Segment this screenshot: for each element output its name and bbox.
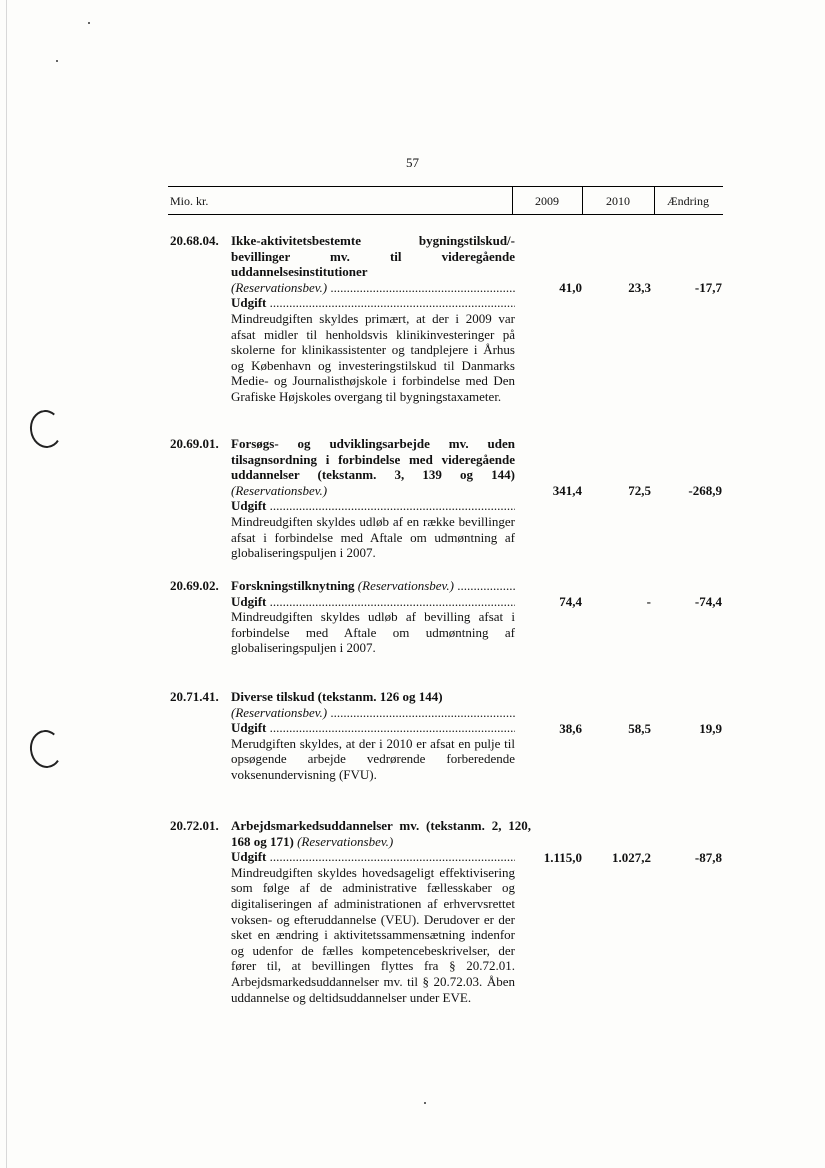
entry-title: Diverse tilskud (tekstanm. 126 og 144) (231, 689, 443, 704)
reservation-label: (Reservationsbev.) (297, 833, 394, 849)
column-header-change: Ændring (667, 194, 709, 208)
reservation-label: (Reservationsbev.) (357, 578, 454, 593)
table-header-top-rule (168, 186, 723, 187)
scan-edge (6, 0, 7, 1168)
page-number: 57 (406, 155, 419, 170)
entry-description: Mindreudgiften skyldes udløb af bevilling afsat i forbindelse med Aftale om udmøntning af globaliseringspuljen i 2007. (231, 609, 515, 656)
expense-label: Udgift (231, 498, 267, 514)
scan-speck (424, 1102, 426, 1104)
value-2010: 1.027,2 (612, 850, 651, 865)
scan-speck (56, 60, 58, 62)
entry-description: Mindreudgiften skyldes hovedsageligt effektivisering som følge af de administrative fællesskaber og digitaliseringen af administrationen af erhvervsrettet voksen- og efteruddannelse (VEU). Derudover er der sket en ændring i aktivitetssammensætning indenfor og udenfor de fælles kompetencebeskrivelser, der fører til, at bevillingen flyttes fra § 20.72.01. Arbejdsmarkedsuddannelser mv. til § 20.72.03. Åben uddannelse og deltidsuddannelser under EVE. (231, 864, 515, 1005)
value-2009: 74,4 (559, 594, 582, 609)
entry-title: Ikke-aktivitetsbestemte bygningstilskud/-bevillinger mv. til videregående uddannelsesinstitutioner (231, 233, 515, 280)
entry-description: Merudgiften skyldes, at der i 2010 er afsat en pulje til opsøgende arbejde vedrørende forberedende voksenundervisning (FVU). (231, 735, 515, 782)
punch-hole-top (28, 408, 65, 450)
value-change: -17,7 (694, 280, 722, 295)
account-code: 20.69.01. (170, 436, 219, 451)
value-change: -74,4 (694, 594, 722, 609)
value-2010: 72,5 (628, 483, 651, 498)
value-change: -268,9 (688, 483, 722, 498)
reservation-label: (Reservationsbev.) (231, 279, 328, 295)
reservation-label: (Reservationsbev.) (231, 704, 328, 720)
expense-label: Udgift (231, 720, 267, 736)
unit-label: Mio. kr. (170, 194, 209, 208)
value-2009: 41,0 (559, 280, 582, 295)
column-header-2010: 2010 (606, 194, 630, 208)
scan-speck (88, 22, 90, 24)
column-header-2009: 2009 (535, 194, 559, 208)
reservation-label: (Reservationsbev.) (231, 482, 328, 498)
value-2009: 38,6 (559, 721, 582, 736)
account-code: 20.69.02. (170, 578, 219, 593)
expense-label: Udgift (231, 849, 267, 865)
value-change: 19,9 (699, 721, 722, 736)
entry-title: Forskningstilknytning (231, 578, 355, 593)
value-2010: - (646, 594, 651, 609)
value-2009: 1.115,0 (543, 850, 582, 865)
value-2009: 341,4 (552, 483, 582, 498)
account-code: 20.72.01. (170, 818, 219, 833)
table-header-bottom-rule (168, 214, 723, 215)
value-change: -87,8 (694, 850, 722, 865)
entry-description: Mindreudgiften skyldes primært, at der i 2009 var afsat midler til henholdsvis klinikinvesteringer på skolerne for klinikassistenter og tandplejere i Århus og København og investeringstilskud til Danmarks Medie- og Journalisthøjskole i forbindelse med Den Grafiske Højskoles overgang til bygningstaxameter. (231, 310, 515, 404)
account-code: 20.68.04. (170, 233, 219, 248)
value-2010: 23,3 (628, 280, 651, 295)
entry-title: Arbejdsmarkedsuddannelser mv. (tekstanm. 2, 120, 168 og 171) (231, 818, 531, 849)
account-code: 20.71.41. (170, 689, 219, 704)
expense-label: Udgift (231, 593, 267, 609)
punch-hole-bottom (28, 728, 65, 770)
entry-title: Forsøgs- og udviklingsarbejde mv. uden tilsagnsordning i forbindelse med videregående uddannelser (tekstanm. 3, 139 og 144) (231, 436, 515, 483)
expense-label: Udgift (231, 295, 267, 311)
entry-description: Mindreudgiften skyldes udløb af en række bevillinger afsat i forbindelse med Aftale om udmøntning af globaliseringspuljen i 2007. (231, 513, 515, 561)
value-2010: 58,5 (628, 721, 651, 736)
